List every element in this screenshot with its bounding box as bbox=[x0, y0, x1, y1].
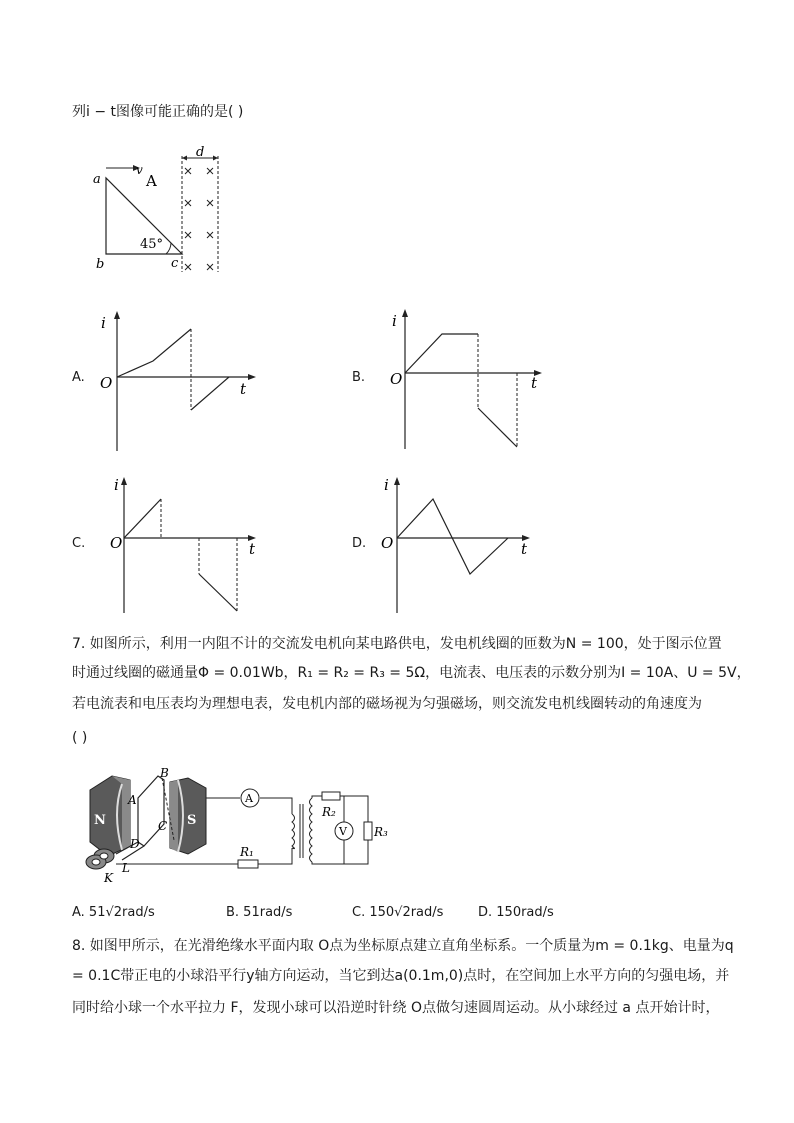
generator-circuit-figure bbox=[82, 768, 392, 888]
q7-option-a: A. 51√2rad/s bbox=[72, 905, 155, 920]
x-axis-label: t bbox=[531, 374, 538, 392]
coil-b-label: B bbox=[160, 768, 169, 780]
velocity-label: v bbox=[136, 163, 143, 177]
question-6-stem-tail: 列i − t图像可能正确的是( ) bbox=[72, 104, 244, 120]
y-axis-label: i bbox=[101, 314, 106, 332]
q7-option-b: B. 51rad/s bbox=[226, 905, 293, 920]
graph-b bbox=[386, 306, 546, 452]
region-a-label: A bbox=[146, 172, 157, 190]
origin-label: O bbox=[381, 534, 394, 552]
r2-label: R₂ bbox=[322, 805, 336, 819]
option-c-label: C. bbox=[72, 536, 86, 551]
origin-label: O bbox=[390, 370, 403, 388]
y-axis-label: i bbox=[384, 476, 389, 494]
q7-option-d: D. 150rad/s bbox=[478, 905, 554, 920]
brush-l-label: L bbox=[122, 861, 130, 875]
question-7-line-1: 7. 如图所示，利用一内阻不计的交流发电机向某电路供电，发电机线圈的匝数为N = 100，处于图示位置 bbox=[72, 636, 722, 652]
vertex-c-label: c bbox=[171, 256, 179, 271]
graph-c bbox=[106, 474, 266, 616]
triangle-coil-figure bbox=[88, 146, 238, 276]
x-axis-label: t bbox=[521, 540, 528, 558]
r3-label: R₃ bbox=[374, 825, 388, 839]
option-d-label: D. bbox=[352, 536, 367, 551]
width-d-label: d bbox=[196, 146, 205, 160]
brush-k-label: K bbox=[104, 871, 113, 885]
question-8-line-2: = 0.1C带正电的小球沿平行y轴方向运动，当它到达a(0.1m,0)点时，在空间加上水平方向的匀强电场，并 bbox=[72, 968, 730, 984]
origin-label: O bbox=[110, 534, 123, 552]
y-axis-label: i bbox=[114, 476, 119, 494]
question-8-line-3: 同时给小球一个水平拉力 F，发现小球可以沿逆时针绕 O点做匀速圆周运动。从小球经过 a 点开始计时， bbox=[72, 1000, 720, 1016]
ammeter-label: A bbox=[245, 792, 253, 805]
vertex-b-label: b bbox=[96, 257, 105, 272]
magnet-s-label: S bbox=[187, 813, 197, 828]
question-8-line-1: 8. 如图甲所示，在光滑绝缘水平面内取 O点为坐标原点建立直角坐标系。一个质量为m = 0.1kg、电量为q bbox=[72, 938, 734, 954]
y-axis-label: i bbox=[392, 312, 397, 330]
graph-d bbox=[378, 474, 538, 616]
voltmeter-label: V bbox=[339, 825, 347, 838]
coil-d-label: D bbox=[130, 837, 140, 851]
angle-label: 45° bbox=[140, 237, 164, 252]
magnet-n-label: N bbox=[94, 813, 106, 828]
coil-a-label: A bbox=[128, 793, 137, 807]
question-7-line-2: 时通过线圈的磁通量Φ = 0.01Wb，R₁ = R₂ = R₃ = 5Ω，电流表、电压表的示数分别为I = 10A、U = 5V， bbox=[72, 665, 751, 681]
question-7-line-3: 若电流表和电压表均为理想电表，发电机内部的磁场视为匀强磁场，则交流发电机线圈转动的角速度为 bbox=[72, 696, 702, 712]
option-a-label: A. bbox=[72, 370, 85, 385]
x-axis-label: t bbox=[249, 540, 256, 558]
question-7-line-4: ( ) bbox=[72, 730, 88, 746]
magnetic-field-crosses bbox=[185, 168, 213, 270]
r1-label: R₁ bbox=[240, 845, 254, 859]
origin-label: O bbox=[100, 374, 113, 392]
option-b-label: B. bbox=[352, 370, 366, 385]
q7-option-c: C. 150√2rad/s bbox=[352, 905, 444, 920]
graph-a bbox=[98, 308, 258, 454]
x-axis-label: t bbox=[240, 380, 247, 398]
vertex-a-label: a bbox=[93, 172, 101, 187]
coil-c-label: C bbox=[158, 819, 168, 833]
